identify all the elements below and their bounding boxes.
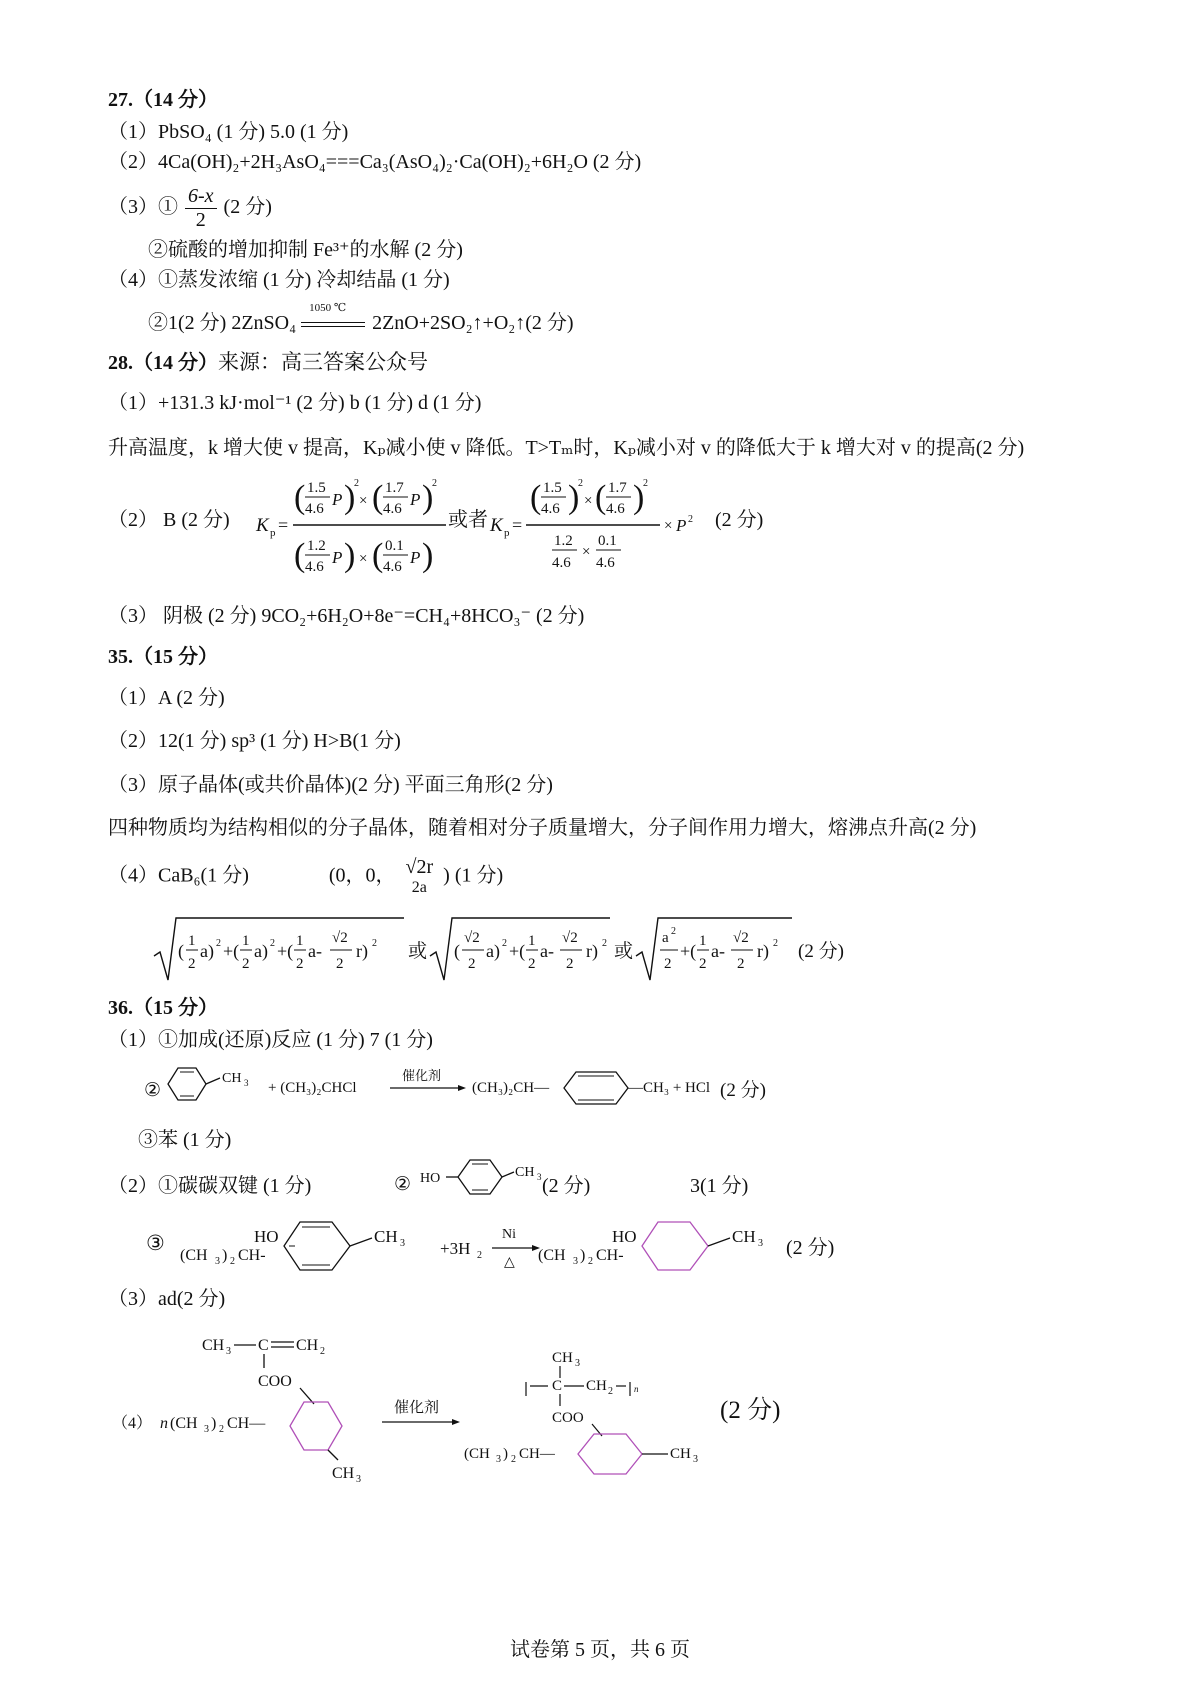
svg-text:n: n — [160, 1415, 168, 1432]
svg-text:2: 2 — [372, 938, 377, 949]
svg-text:2: 2 — [671, 926, 676, 937]
svg-text:p: p — [270, 527, 276, 539]
svg-text:CH: CH — [552, 1350, 573, 1366]
svg-text:a-: a- — [308, 941, 322, 961]
svg-text:CH: CH — [515, 1165, 535, 1180]
svg-text:(: ( — [372, 479, 384, 516]
svg-text:1.2: 1.2 — [307, 538, 326, 554]
svg-text:2: 2 — [354, 478, 359, 489]
svg-text:+(: +( — [223, 941, 240, 961]
svg-text:COO: COO — [258, 1373, 292, 1390]
svg-text:(CH: (CH — [538, 1247, 566, 1264]
q36-heading: 36.（15 分） — [108, 997, 218, 1019]
hydrogenation-mark: ③ — [146, 1231, 165, 1255]
svg-text:2: 2 — [664, 956, 672, 972]
svg-text:4.6: 4.6 — [606, 501, 625, 517]
decomposition-condition: 1050 ℃ — [309, 302, 347, 315]
q36-answer-2a: （2）①碳碳双键 (1 分) — [108, 1175, 312, 1197]
svg-text:1: 1 — [188, 933, 196, 949]
svg-text:×: × — [584, 493, 593, 509]
q35-answer-4-prefix: （4）CaB₆(1 分) — [108, 864, 249, 887]
svg-text:×: × — [664, 518, 673, 534]
q27-answer-3-prefix: （3）① — [108, 196, 178, 219]
q27-answer-2: （2）4Ca(OH)₂+2H₃AsO₄===Ca₃(AsO₄)₂·Ca(OH)₂+6H₂O (2 分) — [108, 151, 642, 173]
svg-text:×: × — [359, 493, 368, 509]
svg-text:HO: HO — [612, 1227, 637, 1246]
svg-text:): ) — [580, 1247, 586, 1264]
svg-text:1: 1 — [296, 933, 304, 949]
q36-answer-2c: 3(1 分) — [690, 1175, 749, 1197]
svg-text:a: a — [662, 930, 669, 946]
svg-text:P: P — [332, 548, 343, 567]
svg-text:n: n — [634, 1384, 639, 1394]
svg-text:): ) — [344, 479, 356, 516]
svg-text:): ) — [422, 537, 434, 574]
decomposition-arrow — [301, 302, 367, 334]
svg-text:3: 3 — [758, 1238, 763, 1249]
svg-text:CH—: CH— — [227, 1415, 266, 1432]
svg-text:×: × — [359, 551, 368, 567]
svg-text:3: 3 — [356, 1474, 361, 1485]
q27-answer-4b-suffix: 2ZnO+2SO₂↑+O₂↑(2 分) — [372, 312, 574, 334]
svg-text:4.6: 4.6 — [383, 559, 402, 575]
svg-text:): ) — [503, 1446, 508, 1462]
reaction-2-product: (CH₃)₂CH— — [472, 1080, 550, 1096]
q28-answer-3: （3） 阴极 (2 分) 9CO₂+6H₂O+8e⁻=CH₄+8HCO₃⁻ (2 分) — [108, 605, 585, 627]
svg-text:2: 2 — [468, 956, 476, 972]
svg-text:(CH: (CH — [180, 1247, 208, 1264]
reaction-2-mark: ② — [144, 1080, 162, 1101]
q28-answer-1-explain: 升高温度，k 增大使 v 提高，Kₚ减小使 v 降低。T>Tₘ时，Kₚ减小对 v 的降低大于 k 增大对 v 的提高(2 分) — [108, 437, 1025, 459]
q27-fraction-num: 6-x — [185, 185, 217, 209]
q27-fraction — [185, 185, 217, 232]
polymerization-prefix: （4） — [112, 1415, 153, 1432]
svg-text:2: 2 — [566, 956, 574, 972]
q27-answer-3b: ②硫酸的增加抑制 Fe³⁺的水解 (2 分) — [148, 239, 463, 261]
svg-text:2: 2 — [688, 514, 693, 525]
svg-text:0.1: 0.1 — [385, 538, 404, 554]
svg-text:2: 2 — [219, 1424, 224, 1435]
svg-text:CH-: CH- — [238, 1247, 266, 1264]
reaction-2-catalyst: 催化剂 — [402, 1068, 442, 1083]
svg-text:2: 2 — [511, 1454, 516, 1465]
svg-text:△: △ — [504, 1255, 515, 1270]
svg-text:2: 2 — [477, 1250, 482, 1261]
svg-text:(: ( — [530, 479, 542, 516]
q35-answer-1: （1）A (2 分) — [108, 687, 225, 709]
svg-text:+(: +( — [277, 941, 294, 961]
svg-text:√2: √2 — [332, 930, 348, 946]
q36-answer-1c: ③苯 (1 分) — [138, 1129, 232, 1151]
svg-text:√2: √2 — [562, 930, 578, 946]
q27-heading: 27.（14 分） — [108, 89, 218, 111]
svg-text:2: 2 — [643, 478, 648, 489]
svg-text:√2: √2 — [733, 930, 749, 946]
svg-text:2: 2 — [320, 1346, 325, 1357]
q27-answer-4a: （4）①蒸发浓缩 (1 分) 冷却结晶 (1 分) — [108, 269, 450, 291]
svg-text:(CH: (CH — [464, 1446, 490, 1462]
svg-text:×: × — [582, 544, 591, 560]
svg-text:3: 3 — [575, 1358, 580, 1369]
q28-answer-2-score: (2 分) — [715, 509, 764, 531]
svg-text:2: 2 — [502, 938, 507, 949]
q35-answer-3: （3）原子晶体(或共价晶体)(2 分) 平面三角形(2 分) — [108, 774, 553, 796]
svg-text:CH: CH — [374, 1227, 398, 1246]
q27-answer-3-score: (2 分) — [223, 196, 272, 219]
svg-text:P: P — [332, 490, 343, 509]
svg-text:2: 2 — [588, 1256, 593, 1267]
svg-text:3: 3 — [537, 1172, 542, 1182]
svg-text:a): a) — [486, 941, 500, 961]
svg-text:COO: COO — [552, 1410, 584, 1426]
svg-text:(: ( — [294, 479, 306, 516]
q28-answer-1: （1）+131.3 kJ·mol⁻¹ (2 分) b (1 分) d (1 分) — [108, 392, 482, 414]
svg-text:): ) — [222, 1247, 228, 1264]
svg-text:3: 3 — [204, 1424, 209, 1435]
q35-coordinate-den: 2a — [411, 879, 427, 896]
svg-text:=: = — [278, 515, 289, 535]
svg-text:3: 3 — [573, 1256, 578, 1267]
q27-answer-4b — [148, 302, 574, 335]
svg-text:): ) — [344, 537, 356, 574]
svg-text:CH: CH — [332, 1465, 355, 1482]
svg-text:4.6: 4.6 — [552, 555, 571, 571]
svg-text:3: 3 — [244, 1078, 249, 1088]
q35-heading: 35.（15 分） — [108, 646, 218, 668]
svg-text:4.6: 4.6 — [383, 501, 402, 517]
kp-expression-1 — [250, 470, 450, 582]
svg-text:+(: +( — [509, 941, 526, 961]
svg-text:(: ( — [595, 479, 607, 516]
q28-source: 来源：高三答案公众号 — [218, 350, 428, 374]
q36-answer-3: （3）ad(2 分) — [108, 1288, 226, 1310]
q28-heading-line — [108, 350, 428, 375]
svg-text:3: 3 — [215, 1256, 220, 1267]
q36-answer-2b-score: (2 分) — [542, 1175, 591, 1197]
q35-coordinate-close: ) (1 分) — [443, 864, 504, 887]
page-footer: 试卷第 5 页，共 6 页 — [510, 1639, 690, 1661]
q35-coordinate-num: √2r — [405, 856, 434, 878]
svg-text:a): a) — [254, 941, 268, 961]
svg-text:+3H: +3H — [440, 1239, 471, 1258]
svg-text:HO: HO — [254, 1227, 279, 1246]
svg-text:CH: CH — [202, 1337, 225, 1354]
svg-text:P: P — [410, 490, 421, 509]
svg-text:2: 2 — [296, 956, 304, 972]
reaction-2-score: (2 分) — [720, 1080, 766, 1101]
svg-text:4.6: 4.6 — [305, 501, 324, 517]
svg-text:HO: HO — [420, 1171, 441, 1186]
svg-text:Ni: Ni — [502, 1227, 516, 1242]
q27-answer-3 — [108, 185, 272, 232]
friedel-crafts-reaction — [140, 1058, 860, 1122]
hydrogenation-reaction — [140, 1216, 860, 1288]
svg-text:3: 3 — [400, 1238, 405, 1249]
polymerization-reaction — [108, 1322, 828, 1490]
svg-text:P: P — [676, 516, 687, 535]
svg-text:): ) — [633, 479, 645, 516]
svg-text:a-: a- — [711, 941, 725, 961]
q35-coordinate-open: (0，0， — [328, 864, 396, 887]
svg-text:(: ( — [454, 941, 460, 961]
polymerization-score: (2 分) — [720, 1397, 781, 1424]
q35-answer-4 — [108, 856, 503, 897]
q35-answer-2: （2）12(1 分) sp³ (1 分) H>B(1 分) — [108, 730, 401, 752]
svg-text:2: 2 — [242, 956, 250, 972]
svg-text:): ) — [568, 479, 580, 516]
q27-fraction-den: 2 — [195, 209, 206, 231]
svg-text:1.5: 1.5 — [307, 480, 326, 496]
q35-answer-3-explain: 四种物质均为结构相似的分子晶体，随着相对分子质量增大，分子间作用力增大，熔沸点升高(2 分) — [108, 817, 977, 839]
polymerization-catalyst: 催化剂 — [394, 1400, 440, 1416]
svg-text:CH-: CH- — [596, 1247, 624, 1264]
svg-text:4.6: 4.6 — [305, 559, 324, 575]
svg-text:2: 2 — [270, 938, 275, 949]
svg-text:r): r) — [757, 941, 769, 961]
svg-text:): ) — [422, 479, 434, 516]
reaction-2-reagent: + (CH₃)₂CHCl — [268, 1080, 357, 1096]
svg-text:r): r) — [356, 941, 368, 961]
svg-text:(CH: (CH — [170, 1415, 198, 1432]
distance-or-1: 或 — [408, 941, 428, 962]
svg-text:C: C — [258, 1337, 269, 1354]
svg-text:2: 2 — [737, 956, 745, 972]
svg-text:(: ( — [294, 537, 306, 574]
q28-heading: 28.（14 分） — [108, 352, 218, 374]
svg-text:2: 2 — [230, 1256, 235, 1267]
q27-answer-4b-prefix: ②1(2 分) 2ZnSO₄ — [148, 312, 297, 334]
svg-text:): ) — [211, 1415, 217, 1432]
svg-text:2: 2 — [699, 956, 707, 972]
svg-text:1.5: 1.5 — [543, 480, 562, 496]
svg-text:2: 2 — [578, 478, 583, 489]
svg-text:4.6: 4.6 — [596, 555, 615, 571]
svg-text:=: = — [512, 515, 523, 535]
svg-text:CH: CH — [222, 1071, 242, 1086]
svg-text:√2: √2 — [464, 930, 480, 946]
svg-text:CH: CH — [296, 1337, 319, 1354]
svg-text:CH—: CH— — [519, 1446, 555, 1462]
q36-answer-1: （1）①加成(还原)反应 (1 分) 7 (1 分) — [108, 1029, 433, 1051]
svg-text:(: ( — [178, 941, 184, 961]
svg-text:P: P — [410, 548, 421, 567]
distance-expressions — [150, 912, 870, 986]
svg-text:CH: CH — [586, 1378, 607, 1394]
svg-text:K: K — [256, 515, 269, 536]
svg-text:C: C — [552, 1378, 563, 1394]
reaction-2-tail: —CH₃ + HCl — [628, 1080, 711, 1096]
svg-text:+(: +( — [680, 941, 697, 961]
svg-text:2: 2 — [216, 938, 221, 949]
svg-text:2: 2 — [602, 938, 607, 949]
svg-text:K: K — [490, 515, 503, 536]
svg-text:1.2: 1.2 — [554, 533, 573, 549]
svg-text:CH: CH — [670, 1446, 691, 1462]
q28-or: 或者 — [448, 509, 488, 531]
distance-score: (2 分) — [798, 941, 844, 962]
svg-text:(: ( — [372, 537, 384, 574]
svg-text:1.7: 1.7 — [608, 480, 627, 496]
svg-text:a): a) — [200, 941, 214, 961]
svg-text:1.7: 1.7 — [385, 480, 404, 496]
svg-text:1: 1 — [242, 933, 250, 949]
svg-text:p: p — [504, 527, 510, 539]
svg-text:2: 2 — [608, 1386, 613, 1397]
svg-text:2: 2 — [188, 956, 196, 972]
svg-text:2: 2 — [432, 478, 437, 489]
svg-text:0.1: 0.1 — [598, 533, 617, 549]
svg-text:4.6: 4.6 — [541, 501, 560, 517]
hydrogenation-score: (2 分) — [786, 1237, 835, 1259]
svg-text:2: 2 — [528, 956, 536, 972]
q35-coordinate-fraction — [403, 856, 437, 897]
svg-text:r): r) — [586, 941, 598, 961]
svg-text:1: 1 — [699, 933, 707, 949]
svg-text:3: 3 — [693, 1454, 698, 1465]
q36-answer-2b-mark: ② — [394, 1174, 412, 1195]
svg-text:2: 2 — [773, 938, 778, 949]
kp-expression-2 — [488, 470, 698, 582]
svg-text:3: 3 — [496, 1454, 501, 1465]
q28-answer-2-prefix: （2） B (2 分) — [108, 509, 230, 531]
distance-or-2: 或 — [614, 941, 634, 962]
svg-text:2: 2 — [336, 956, 344, 972]
svg-text:3: 3 — [226, 1346, 231, 1357]
svg-text:CH: CH — [732, 1227, 756, 1246]
svg-text:a-: a- — [540, 941, 554, 961]
svg-text:1: 1 — [528, 933, 536, 949]
q27-answer-1: （1）PbSO₄ (1 分) 5.0 (1 分) — [108, 121, 349, 143]
